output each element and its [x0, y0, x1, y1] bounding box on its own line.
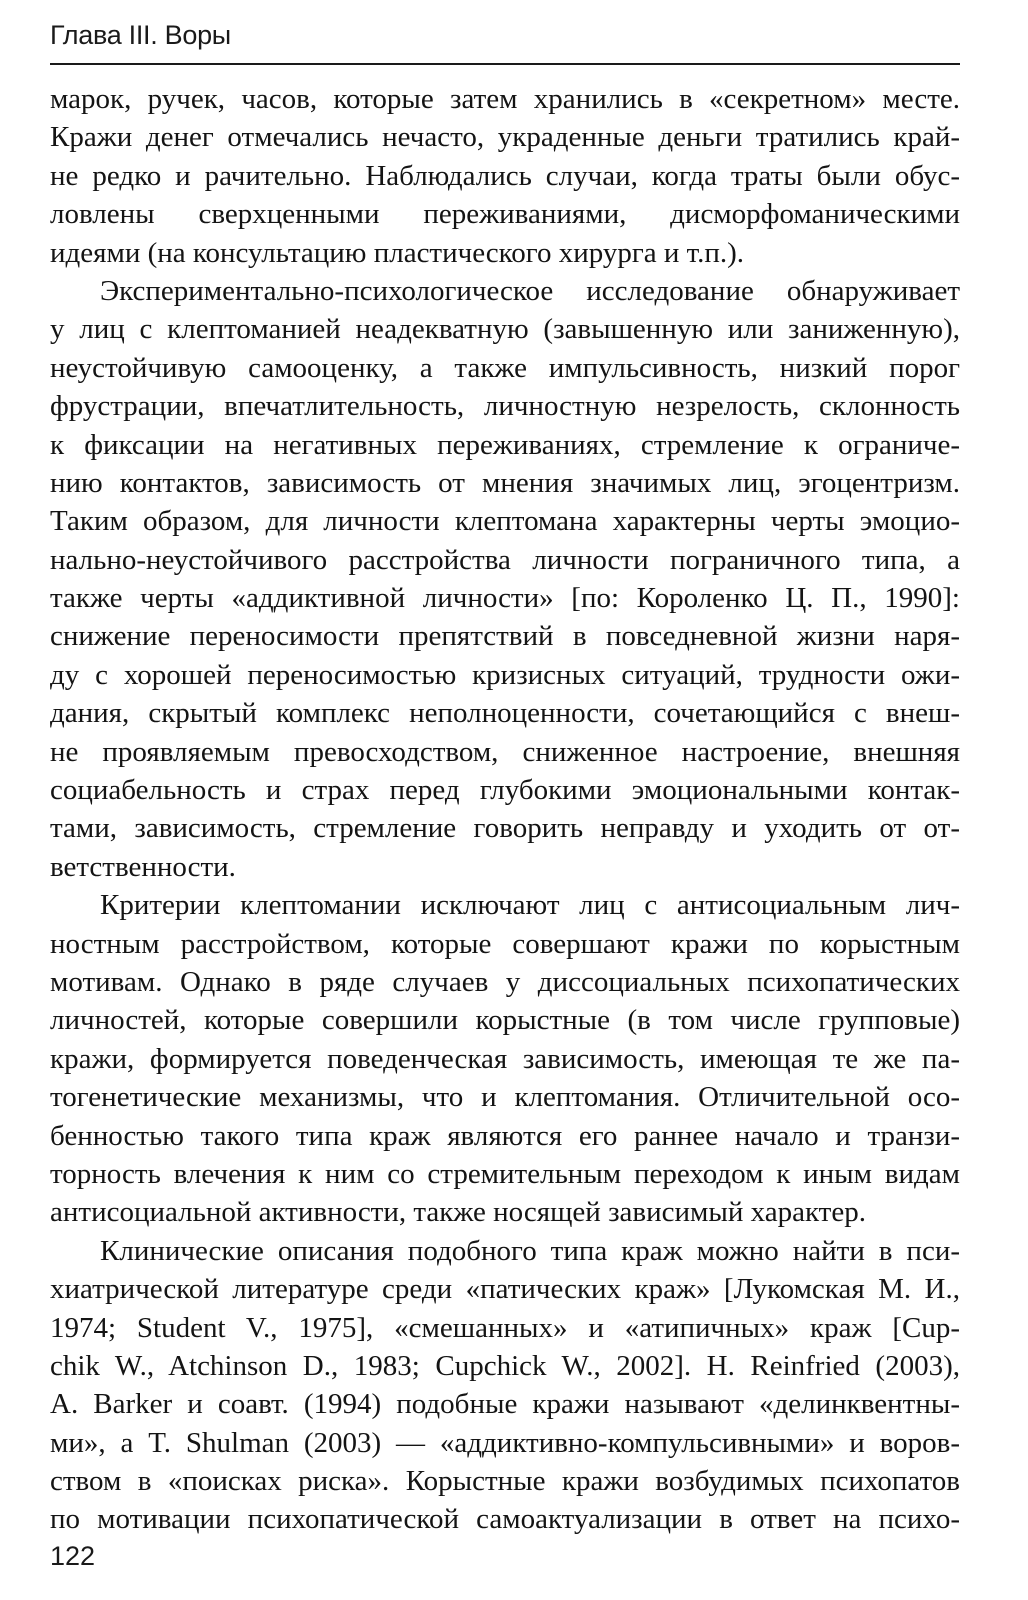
text-line: мотивам. Однако в ряде случаев у диссоциальных психопатических: [50, 965, 960, 998]
text-line: 1974; Student V., 1975], «смешанных» и «атипичных» краж [Cup-: [50, 1311, 960, 1344]
text-line: ду с хорошей переносимостью кризисных ситуаций, трудности ожи-: [50, 658, 960, 691]
text-line: хиатрической литературе среди «патических краж» [Лукомская М. И.,: [50, 1273, 960, 1306]
text-line: Экспериментально-психологическое исследование обнаруживает: [100, 274, 960, 307]
page-number: 122: [50, 1541, 96, 1571]
text-line: Критерии клептомании исключают лиц с антисоциальным лич-: [100, 889, 960, 922]
text-line: идеями (на консультацию пластического хирурга и т.п.).: [50, 236, 745, 269]
text-line: дания, скрытый комплекс неполноценности, сочетающийся с внеш-: [50, 697, 960, 730]
text-line: также черты «аддиктивной личности» [по: Короленко Ц. П., 1990]:: [50, 582, 960, 615]
text-line: ми», а T. Shulman (2003) — «аддиктивно-компульсивными» и воров-: [50, 1426, 960, 1459]
text-line: тогенетические механизмы, что и клептомания. Отличительной осо-: [50, 1081, 960, 1114]
text-line: ловлены сверхценными переживаниями, дисморфоманическими: [50, 198, 960, 231]
text-line: фрустрации, впечатлительность, личностную незрелость, склонность: [50, 390, 960, 423]
text-line: нию контактов, зависимость от мнения значимых лиц, эгоцентризм.: [50, 466, 960, 499]
text-line: марок, ручек, часов, которые затем хранились в «секретном» месте.: [50, 83, 960, 115]
text-line: по мотивации психопатической самоактуализации в ответ на психо-: [50, 1503, 960, 1536]
text-line: к фиксации на негативных переживаниях, стремление к ограниче-: [50, 428, 960, 461]
text-line: нально-неустойчивого расстройства личности пограничного типа, а: [50, 543, 960, 576]
text-line: торность влечения к ним со стремительным переходом к иным видам: [50, 1157, 960, 1190]
text-line: бенностью такого типа краж являются его раннее начало и транзи-: [50, 1119, 960, 1152]
text-line: социабельность и страх перед глубокими эмоциональными контак-: [50, 774, 960, 807]
text-line: неустойчивую самооценку, а также импульсивность, низкий порог: [50, 351, 960, 384]
running-header: Глава III. Воры: [50, 20, 231, 50]
text-line: ветственности.: [50, 850, 236, 883]
text-line: не проявляемым превосходством, сниженное настроение, внешняя: [50, 735, 960, 768]
text-line: Таким образом, для личности клептомана характерны черты эмоцио-: [50, 505, 960, 538]
text-line: ством в «поисках риска». Корыстные кражи возбудимых психопатов: [50, 1465, 960, 1498]
text-line: у лиц с клептоманией неадекватную (завышенную или заниженную),: [50, 313, 960, 346]
text-line: A. Barker и соавт. (1994) подобные кражи называют «делинквентны-: [50, 1388, 960, 1421]
text-line: Клинические описания подобного типа краж можно найти в пси-: [100, 1234, 960, 1267]
text-line: кражи, формируется поведенческая зависимость, имеющая те же па-: [50, 1042, 960, 1075]
text-line: снижение переносимости препятствий в повседневной жизни наря-: [50, 620, 960, 653]
text-line: тами, зависимость, стремление говорить неправду и уходить от от-: [50, 812, 960, 845]
header-rule: [50, 63, 960, 65]
text-line: личностей, которые совершили корыстные (в том числе групповые): [50, 1004, 960, 1037]
text-line: ностным расстройством, которые совершают кражи по корыстным: [50, 927, 960, 960]
text-line: Кражи денег отмечались нечасто, украденные деньги тратились край-: [50, 121, 960, 154]
text-line: chik W., Atchinson D., 1983; Cupchick W., 2002]. H. Reinfried (2003),: [50, 1349, 960, 1382]
text-line: антисоциальной активности, также носящей зависимый характер.: [50, 1196, 866, 1229]
body-text: [50, 80, 960, 1539]
text-line: не редко и рачительно. Наблюдались случаи, когда траты были обус-: [50, 159, 960, 192]
